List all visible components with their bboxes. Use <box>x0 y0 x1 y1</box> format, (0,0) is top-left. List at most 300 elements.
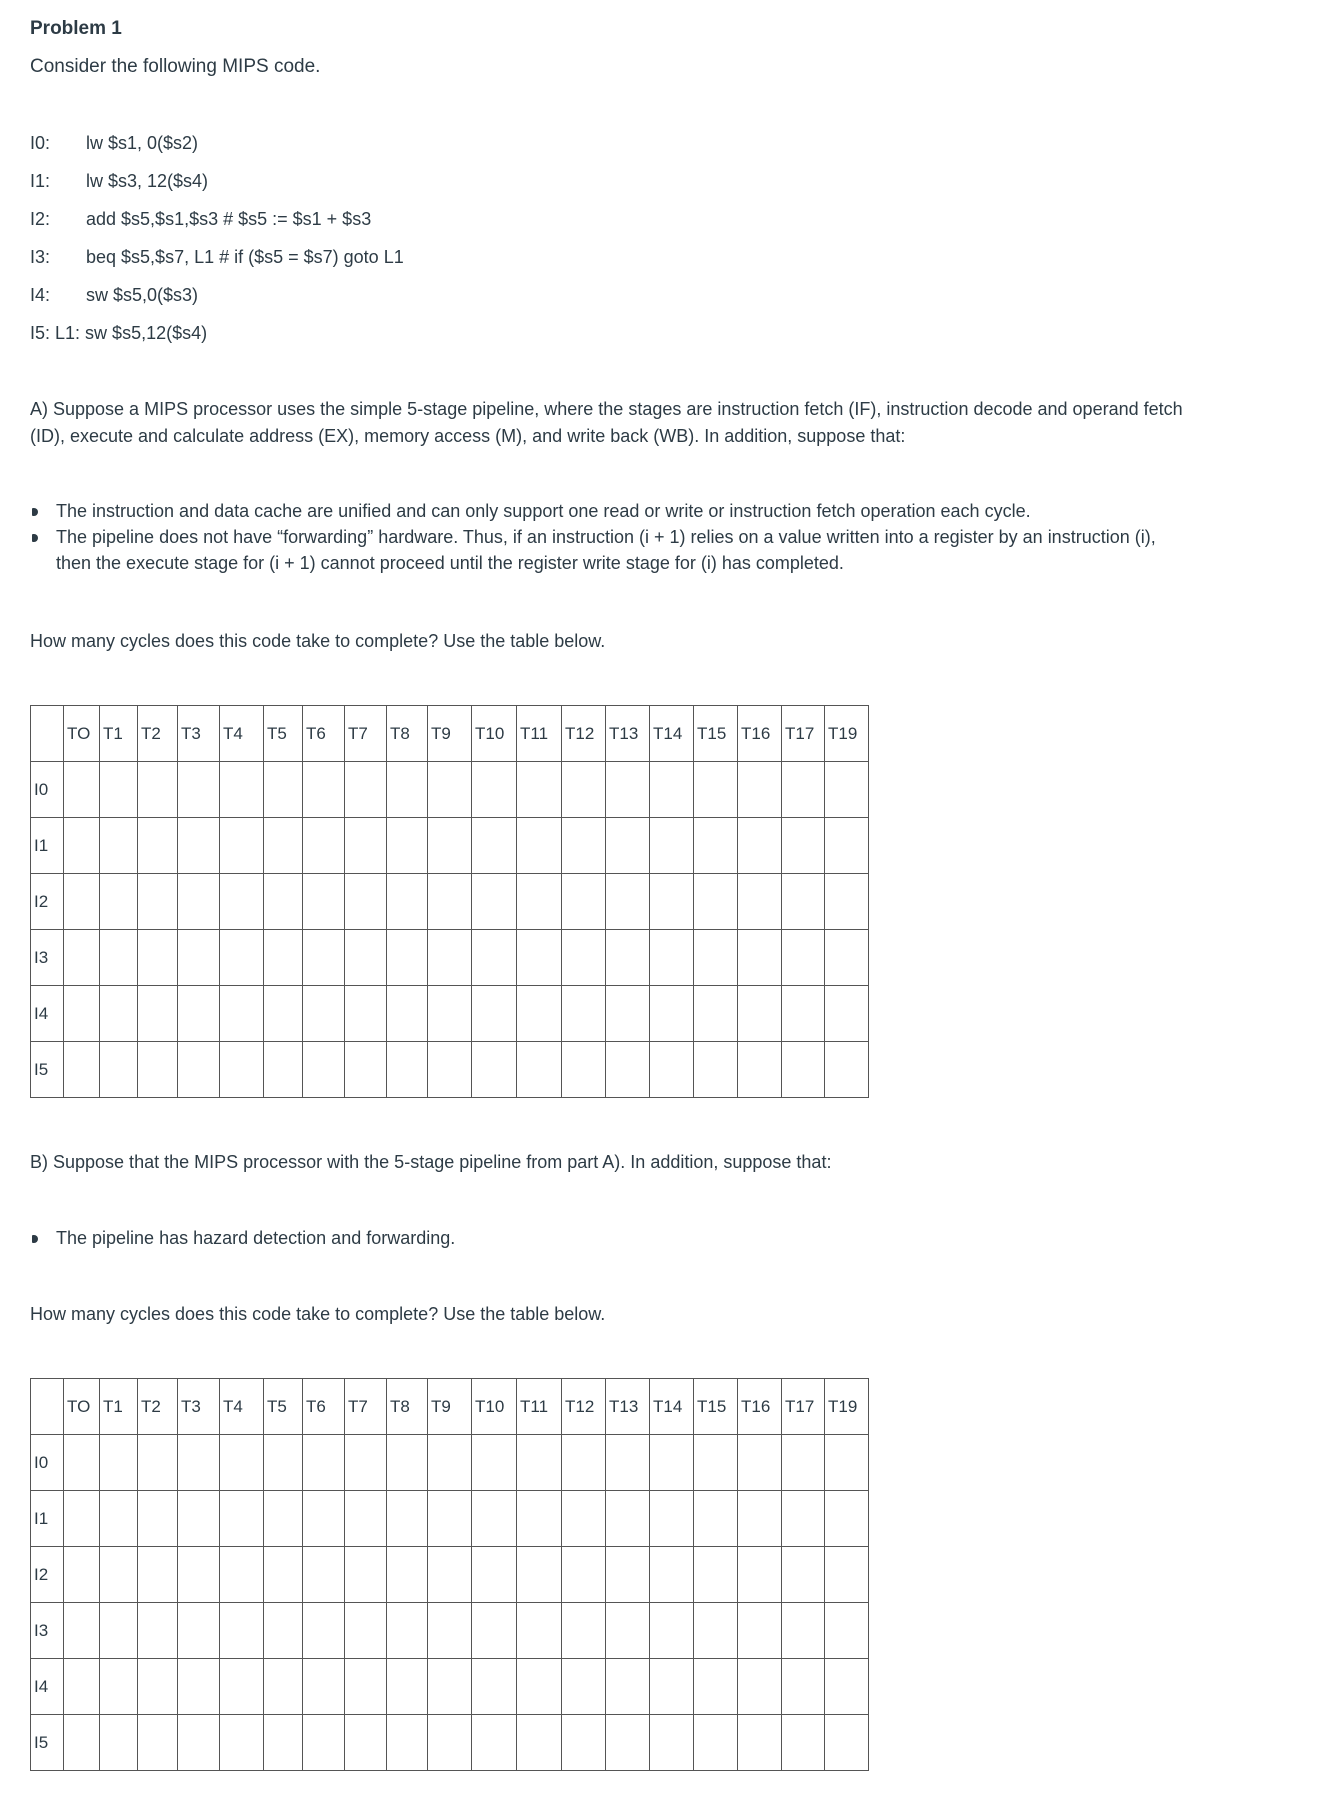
column-header: T5 <box>264 706 303 762</box>
column-header: T3 <box>178 1379 220 1435</box>
list-item <box>30 498 1190 524</box>
table-cell[interactable] <box>782 1042 825 1098</box>
table-cell[interactable] <box>64 874 100 930</box>
table-cell[interactable] <box>220 1491 264 1547</box>
table-cell[interactable] <box>178 1659 220 1715</box>
table-cell[interactable] <box>64 1603 100 1659</box>
table-cell[interactable] <box>782 1715 825 1771</box>
table-cell[interactable] <box>738 1435 782 1491</box>
table-cell[interactable] <box>472 1435 517 1491</box>
table-cell[interactable] <box>178 1547 220 1603</box>
instruction-label: I1: <box>30 171 51 191</box>
pipeline-table-part-a <box>30 705 869 1098</box>
table-cell[interactable] <box>825 1491 869 1547</box>
table-row <box>31 1547 869 1603</box>
table-cell[interactable] <box>345 1435 387 1491</box>
table-cell[interactable] <box>428 1715 472 1771</box>
table-cell[interactable] <box>138 818 178 874</box>
table-cell[interactable] <box>428 930 472 986</box>
table-cell[interactable] <box>694 874 738 930</box>
table-cell[interactable] <box>517 1547 562 1603</box>
table-cell[interactable] <box>220 874 264 930</box>
table-cell[interactable] <box>825 1603 869 1659</box>
table-cell[interactable] <box>100 1042 138 1098</box>
table-cell[interactable] <box>138 874 178 930</box>
table-cell[interactable] <box>100 986 138 1042</box>
table-cell[interactable] <box>650 1491 694 1547</box>
row-label: I0 <box>31 762 64 818</box>
problem-intro: Consider the following MIPS code. <box>30 56 321 77</box>
table-cell[interactable] <box>782 1659 825 1715</box>
instruction-label: I5: <box>30 323 51 343</box>
row-label: I1 <box>31 1491 64 1547</box>
table-cell[interactable] <box>517 1491 562 1547</box>
table-cell[interactable] <box>303 762 345 818</box>
table-cell[interactable] <box>782 762 825 818</box>
table-cell[interactable] <box>100 762 138 818</box>
table-cell[interactable] <box>264 818 303 874</box>
instruction-label: I3: <box>30 247 51 267</box>
instruction-text: L1: sw $s5,12($s4) <box>55 323 208 343</box>
table-cell[interactable] <box>650 1547 694 1603</box>
bullet-text: The pipeline does not have “forwarding” hardware. Thus, if an instruction (i + 1) relies on a value written into a register by an instruction (i), then the execute stage for (i + 1) cannot proceed until the register write stage for (i) has completed. <box>56 527 1156 573</box>
column-header: T6 <box>303 1379 345 1435</box>
row-label: I4 <box>31 986 64 1042</box>
table-cell[interactable] <box>694 1547 738 1603</box>
instruction-text: add $s5,$s1,$s3 # $s5 := $s1 + $s3 <box>86 209 372 229</box>
table-cell[interactable] <box>825 930 869 986</box>
table-cell[interactable] <box>694 1435 738 1491</box>
table-cell[interactable] <box>264 1491 303 1547</box>
table-cell[interactable] <box>782 986 825 1042</box>
table-cell[interactable] <box>220 1435 264 1491</box>
table-cell[interactable] <box>738 762 782 818</box>
table-cell[interactable] <box>178 1491 220 1547</box>
table-cell[interactable] <box>345 930 387 986</box>
column-header: T6 <box>303 706 345 762</box>
table-cell[interactable] <box>738 1547 782 1603</box>
bullet-icon <box>32 534 38 542</box>
table-cell[interactable] <box>428 1603 472 1659</box>
table-cell[interactable] <box>387 1491 428 1547</box>
table-cell[interactable] <box>606 1603 650 1659</box>
instruction-label: I4: <box>30 285 51 305</box>
table-cell[interactable] <box>387 1603 428 1659</box>
table-cell[interactable] <box>606 1042 650 1098</box>
table-cell[interactable] <box>178 1435 220 1491</box>
table-cell[interactable] <box>517 930 562 986</box>
column-header: T12 <box>562 706 606 762</box>
table-cell[interactable] <box>517 1435 562 1491</box>
column-header: T14 <box>650 706 694 762</box>
table-cell[interactable] <box>694 1603 738 1659</box>
table-cell[interactable] <box>562 1435 606 1491</box>
table-cell[interactable] <box>738 1491 782 1547</box>
table-row <box>31 986 869 1042</box>
table-cell[interactable] <box>562 762 606 818</box>
table-cell[interactable] <box>562 1491 606 1547</box>
table-cell[interactable] <box>650 1435 694 1491</box>
table-cell[interactable] <box>345 986 387 1042</box>
table-cell[interactable] <box>178 1715 220 1771</box>
column-header: T16 <box>738 1379 782 1435</box>
table-cell[interactable] <box>738 1659 782 1715</box>
part-b-intro: B) Suppose that the MIPS processor with the 5-stage pipeline from part A). In addition, suppose that: <box>30 1152 832 1172</box>
table-cell[interactable] <box>100 1659 138 1715</box>
row-label: I3 <box>31 930 64 986</box>
table-cell[interactable] <box>303 1659 345 1715</box>
table-cell[interactable] <box>428 762 472 818</box>
table-cell[interactable] <box>387 1715 428 1771</box>
table-cell[interactable] <box>562 1603 606 1659</box>
table-cell[interactable] <box>606 1659 650 1715</box>
table-cell[interactable] <box>428 1547 472 1603</box>
table-cell[interactable] <box>694 1042 738 1098</box>
table-cell[interactable] <box>472 762 517 818</box>
table-cell[interactable] <box>517 1715 562 1771</box>
table-cell[interactable] <box>138 1435 178 1491</box>
table-cell[interactable] <box>345 1659 387 1715</box>
table-cell[interactable] <box>345 762 387 818</box>
bullet-text: The pipeline has hazard detection and forwarding. <box>56 1228 456 1248</box>
table-cell[interactable] <box>264 1603 303 1659</box>
table-cell[interactable] <box>650 986 694 1042</box>
table-cell[interactable] <box>738 818 782 874</box>
table-cell[interactable] <box>345 1547 387 1603</box>
table-cell[interactable] <box>472 1603 517 1659</box>
column-header: T12 <box>562 1379 606 1435</box>
table-cell[interactable] <box>782 1547 825 1603</box>
column-header: T10 <box>472 1379 517 1435</box>
bullet-icon <box>32 508 38 516</box>
table-cell[interactable] <box>345 1603 387 1659</box>
table-cell[interactable] <box>472 1547 517 1603</box>
table-cell[interactable] <box>606 1547 650 1603</box>
table-cell[interactable] <box>694 1659 738 1715</box>
table-cell[interactable] <box>264 930 303 986</box>
table-cell[interactable] <box>303 1042 345 1098</box>
table-cell[interactable] <box>220 762 264 818</box>
table-row <box>31 1491 869 1547</box>
table-cell[interactable] <box>138 1603 178 1659</box>
table-cell[interactable] <box>303 1715 345 1771</box>
table-cell[interactable] <box>264 762 303 818</box>
table-cell[interactable] <box>472 818 517 874</box>
table-cell[interactable] <box>825 762 869 818</box>
table-cell[interactable] <box>138 986 178 1042</box>
table-cell[interactable] <box>517 1042 562 1098</box>
table-cell[interactable] <box>100 874 138 930</box>
table-cell[interactable] <box>387 1659 428 1715</box>
instruction-text: beq $s5,$s7, L1 # if ($s5 = $s7) goto L1 <box>86 247 404 267</box>
table-cell[interactable] <box>303 874 345 930</box>
table-cell[interactable] <box>303 986 345 1042</box>
table-cell[interactable] <box>178 986 220 1042</box>
table-cell[interactable] <box>562 1715 606 1771</box>
table-cell[interactable] <box>264 1715 303 1771</box>
table-cell[interactable] <box>606 986 650 1042</box>
table-cell[interactable] <box>64 1659 100 1715</box>
table-cell[interactable] <box>138 1042 178 1098</box>
list-item <box>30 524 1190 576</box>
table-cell[interactable] <box>264 1659 303 1715</box>
table-cell[interactable] <box>303 1491 345 1547</box>
table-cell[interactable] <box>64 762 100 818</box>
table-cell[interactable] <box>782 874 825 930</box>
table-cell[interactable] <box>138 1715 178 1771</box>
table-cell[interactable] <box>264 1435 303 1491</box>
column-header: T11 <box>517 1379 562 1435</box>
table-cell[interactable] <box>472 986 517 1042</box>
table-cell[interactable] <box>345 874 387 930</box>
table-cell[interactable] <box>606 1715 650 1771</box>
table-cell[interactable] <box>220 1715 264 1771</box>
instruction-text: lw $s1, 0($s2) <box>86 133 199 153</box>
pipeline-table-part-b <box>30 1378 869 1771</box>
table-cell[interactable] <box>264 1042 303 1098</box>
table-cell[interactable] <box>694 818 738 874</box>
table-cell[interactable] <box>650 818 694 874</box>
table-cell[interactable] <box>264 1547 303 1603</box>
table-cell[interactable] <box>387 762 428 818</box>
table-cell[interactable] <box>428 1435 472 1491</box>
table-cell[interactable] <box>472 930 517 986</box>
table-cell[interactable] <box>138 1491 178 1547</box>
table-cell[interactable] <box>782 1435 825 1491</box>
table-cell[interactable] <box>825 986 869 1042</box>
table-cell[interactable] <box>562 930 606 986</box>
column-header: T13 <box>606 706 650 762</box>
table-cell[interactable] <box>387 1042 428 1098</box>
instruction-text: sw $s5,0($s3) <box>86 285 199 305</box>
table-cell[interactable] <box>178 930 220 986</box>
table-cell[interactable] <box>472 1715 517 1771</box>
table-cell[interactable] <box>387 930 428 986</box>
table-cell[interactable] <box>303 930 345 986</box>
table-cell[interactable] <box>428 818 472 874</box>
table-cell[interactable] <box>428 1042 472 1098</box>
table-row <box>31 1659 869 1715</box>
table-cell[interactable] <box>387 818 428 874</box>
table-cell[interactable] <box>650 930 694 986</box>
row-label: I2 <box>31 1547 64 1603</box>
table-cell[interactable] <box>64 930 100 986</box>
table-cell[interactable] <box>738 874 782 930</box>
column-header: T8 <box>387 706 428 762</box>
column-header: T11 <box>517 706 562 762</box>
table-cell[interactable] <box>694 1491 738 1547</box>
column-header: T4 <box>220 706 264 762</box>
table-cell[interactable] <box>220 1659 264 1715</box>
column-header: T9 <box>428 1379 472 1435</box>
table-cell[interactable] <box>138 762 178 818</box>
column-header: T8 <box>387 1379 428 1435</box>
table-cell[interactable] <box>517 1603 562 1659</box>
table-cell[interactable] <box>64 1435 100 1491</box>
table-cell[interactable] <box>100 930 138 986</box>
table-cell[interactable] <box>387 986 428 1042</box>
table-cell[interactable] <box>472 1659 517 1715</box>
table-cell[interactable] <box>650 1659 694 1715</box>
table-cell[interactable] <box>562 1547 606 1603</box>
table-cell[interactable] <box>428 986 472 1042</box>
table-cell[interactable] <box>650 1603 694 1659</box>
table-cell[interactable] <box>100 1547 138 1603</box>
table-cell[interactable] <box>64 1491 100 1547</box>
table-cell[interactable] <box>472 1042 517 1098</box>
table-cell[interactable] <box>782 930 825 986</box>
table-cell[interactable] <box>517 874 562 930</box>
part-b-bullet-list <box>30 1225 1190 1251</box>
table-cell[interactable] <box>650 1042 694 1098</box>
table-cell[interactable] <box>517 762 562 818</box>
column-header: T19 <box>825 1379 869 1435</box>
table-cell[interactable] <box>345 1042 387 1098</box>
table-cell[interactable] <box>606 762 650 818</box>
table-cell[interactable] <box>220 930 264 986</box>
table-cell[interactable] <box>517 1659 562 1715</box>
table-cell[interactable] <box>345 1491 387 1547</box>
part-a-bullet-list <box>30 498 1190 576</box>
column-header: T13 <box>606 1379 650 1435</box>
table-cell[interactable] <box>178 762 220 818</box>
table-cell[interactable] <box>138 1547 178 1603</box>
table-cell[interactable] <box>387 1435 428 1491</box>
problem-title: Problem 1 <box>30 18 122 39</box>
table-cell[interactable] <box>650 762 694 818</box>
table-cell[interactable] <box>694 762 738 818</box>
table-cell[interactable] <box>220 1042 264 1098</box>
table-row <box>31 762 869 818</box>
table-cell[interactable] <box>178 1603 220 1659</box>
table-row <box>31 1603 869 1659</box>
table-row <box>31 1715 869 1771</box>
table-cell[interactable] <box>782 818 825 874</box>
table-cell[interactable] <box>738 1715 782 1771</box>
table-cell[interactable] <box>303 1435 345 1491</box>
table-cell[interactable] <box>428 1491 472 1547</box>
table-cell[interactable] <box>782 1491 825 1547</box>
table-cell[interactable] <box>178 818 220 874</box>
table-cell[interactable] <box>694 986 738 1042</box>
table-cell[interactable] <box>303 1547 345 1603</box>
table-cell[interactable] <box>825 1042 869 1098</box>
bullet-text: The instruction and data cache are unified and can only support one read or write or instruction fetch operation each cycle. <box>56 501 1031 521</box>
table-cell[interactable] <box>472 874 517 930</box>
row-label: I0 <box>31 1435 64 1491</box>
table-cell[interactable] <box>825 818 869 874</box>
row-label: I3 <box>31 1603 64 1659</box>
instruction-label: I2: <box>30 209 51 229</box>
list-item <box>30 1225 1190 1251</box>
table-cell[interactable] <box>738 986 782 1042</box>
table-cell[interactable] <box>562 1659 606 1715</box>
table-cell[interactable] <box>606 930 650 986</box>
table-cell[interactable] <box>738 1042 782 1098</box>
column-header: T14 <box>650 1379 694 1435</box>
table-cell[interactable] <box>472 1491 517 1547</box>
table-cell[interactable] <box>138 1659 178 1715</box>
table-cell[interactable] <box>345 1715 387 1771</box>
table-cell[interactable] <box>825 874 869 930</box>
table-cell[interactable] <box>264 986 303 1042</box>
column-header: T17 <box>782 1379 825 1435</box>
table-cell[interactable] <box>387 1547 428 1603</box>
table-cell[interactable] <box>650 874 694 930</box>
row-label: I4 <box>31 1659 64 1715</box>
table-cell[interactable] <box>100 1435 138 1491</box>
table-cell[interactable] <box>100 1715 138 1771</box>
table-row <box>31 930 869 986</box>
table-cell[interactable] <box>100 1491 138 1547</box>
column-header: T1 <box>100 706 138 762</box>
table-cell[interactable] <box>64 818 100 874</box>
table-cell[interactable] <box>562 818 606 874</box>
table-cell[interactable] <box>178 874 220 930</box>
table-cell[interactable] <box>428 874 472 930</box>
table-cell[interactable] <box>64 1042 100 1098</box>
table-cell[interactable] <box>517 986 562 1042</box>
table-cell[interactable] <box>428 1659 472 1715</box>
table-cell[interactable] <box>738 930 782 986</box>
table-cell[interactable] <box>303 1603 345 1659</box>
table-cell[interactable] <box>220 986 264 1042</box>
table-cell[interactable] <box>345 818 387 874</box>
table-row <box>31 1435 869 1491</box>
table-cell[interactable] <box>264 874 303 930</box>
table-row <box>31 1042 869 1098</box>
table-cell[interactable] <box>100 1603 138 1659</box>
table-cell[interactable] <box>387 874 428 930</box>
table-cell[interactable] <box>825 1715 869 1771</box>
column-header: T9 <box>428 706 472 762</box>
table-cell[interactable] <box>606 1491 650 1547</box>
table-cell[interactable] <box>220 1547 264 1603</box>
table-cell[interactable] <box>606 818 650 874</box>
column-header: T2 <box>138 1379 178 1435</box>
table-cell[interactable] <box>782 1603 825 1659</box>
header-corner-cell <box>31 706 64 762</box>
table-cell[interactable] <box>694 930 738 986</box>
table-cell[interactable] <box>303 818 345 874</box>
table-cell[interactable] <box>606 1435 650 1491</box>
table-cell[interactable] <box>825 1435 869 1491</box>
table-cell[interactable] <box>738 1603 782 1659</box>
table-cell[interactable] <box>825 1547 869 1603</box>
table-cell[interactable] <box>825 1659 869 1715</box>
table-cell[interactable] <box>220 818 264 874</box>
table-cell[interactable] <box>606 874 650 930</box>
table-cell[interactable] <box>694 1715 738 1771</box>
table-cell[interactable] <box>517 818 562 874</box>
table-cell[interactable] <box>138 930 178 986</box>
table-cell[interactable] <box>178 1042 220 1098</box>
part-a-intro: A) Suppose a MIPS processor uses the simple 5-stage pipeline, where the stages are instruction fetch (IF), instruction decode and operand fetch (ID), execute and calculate address (EX), memory access (M), and write back (WB). In addition, suppose that: <box>30 399 1183 446</box>
table-cell[interactable] <box>220 1603 264 1659</box>
table-cell[interactable] <box>562 874 606 930</box>
table-cell[interactable] <box>650 1715 694 1771</box>
table-cell[interactable] <box>64 986 100 1042</box>
part-b-question: How many cycles does this code take to complete? Use the table below. <box>30 1304 606 1324</box>
table-cell[interactable] <box>562 1042 606 1098</box>
table-cell[interactable] <box>64 1715 100 1771</box>
table-cell[interactable] <box>562 986 606 1042</box>
table-row <box>31 874 869 930</box>
table-cell[interactable] <box>64 1547 100 1603</box>
column-header: T3 <box>178 706 220 762</box>
table-cell[interactable] <box>100 818 138 874</box>
part-a-question: How many cycles does this code take to complete? Use the table below. <box>30 631 606 651</box>
